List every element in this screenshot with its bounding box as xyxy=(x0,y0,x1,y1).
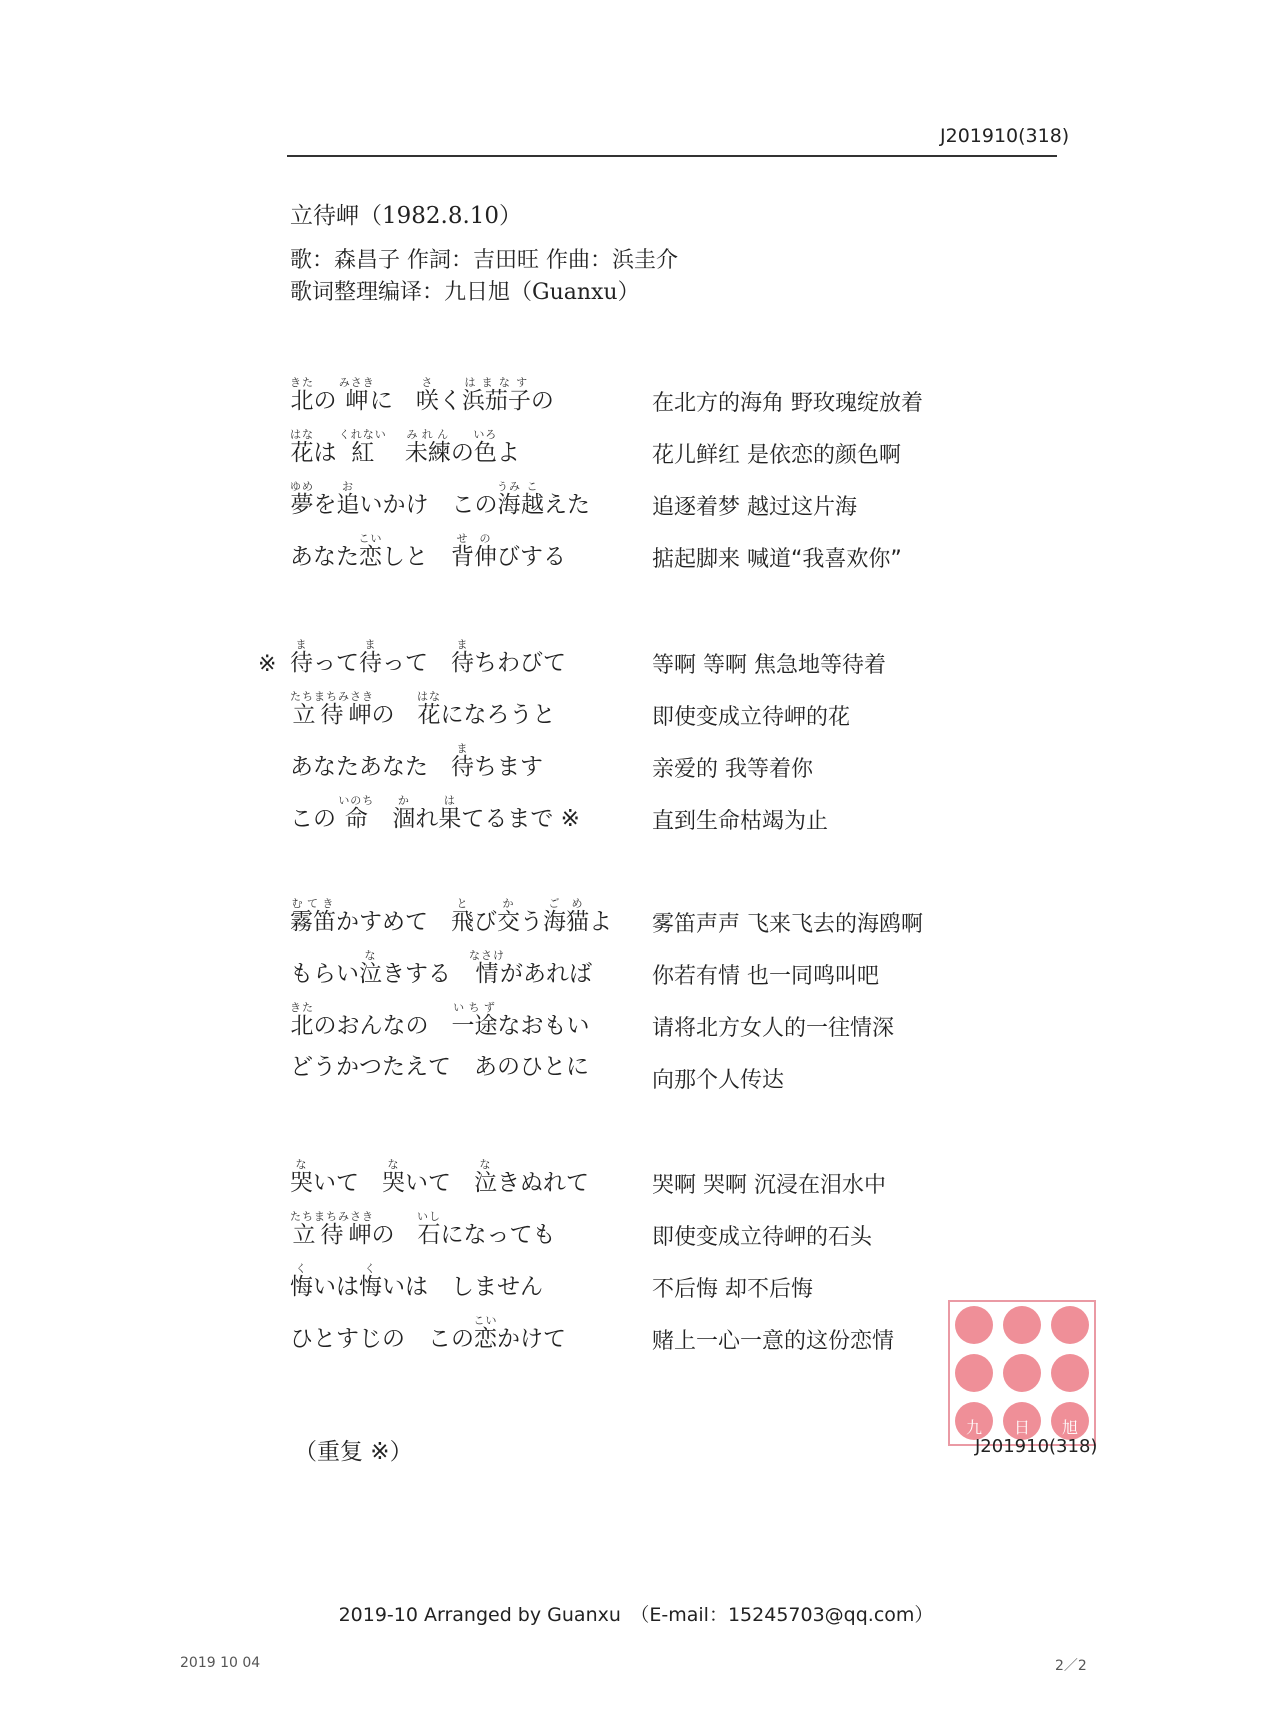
ruby-word xyxy=(469,949,505,987)
kanji-base: 未練 xyxy=(404,440,451,466)
furigana: ごめ xyxy=(543,897,589,910)
kanji-base: 背 xyxy=(451,544,474,570)
ruby-word xyxy=(359,1262,382,1300)
kanji-base: 悔 xyxy=(290,1274,313,1300)
ruby-word xyxy=(336,480,360,518)
credits-line-performers: 歌：森昌子 作詞：吉田旺 作曲：浜圭介 xyxy=(290,248,678,273)
ruby-word xyxy=(473,428,498,466)
seal-code: J201910(318) xyxy=(975,1436,1098,1457)
kana-text: なおもい xyxy=(497,1013,590,1039)
kanji-base: 浜茄子 xyxy=(461,388,531,414)
kana-text: えた xyxy=(544,492,590,518)
seal-dot xyxy=(1003,1354,1041,1392)
japanese-lyric xyxy=(290,638,566,677)
furigana: お xyxy=(336,480,360,493)
kanji-base: 待 xyxy=(290,650,313,676)
kana-text: の xyxy=(530,388,554,414)
kana-text: びする xyxy=(497,544,566,570)
kanji-base: 咲 xyxy=(415,388,439,414)
ruby-word xyxy=(404,428,451,466)
furigana: いろ xyxy=(473,428,498,441)
kanji-base: 立待岬 xyxy=(290,1222,374,1248)
ruby-word xyxy=(382,1158,405,1196)
ruby-word xyxy=(451,897,474,935)
kana-text: いかけ この xyxy=(359,492,498,518)
furigana: むてき xyxy=(290,897,336,910)
furigana: ゆめ xyxy=(290,480,314,493)
chinese-translation: 即使变成立待岬的石头 xyxy=(652,1225,873,1250)
kana-text: の xyxy=(371,1222,418,1248)
kana-text: いて xyxy=(313,1170,382,1196)
ruby-word xyxy=(392,794,416,832)
kana-text: う xyxy=(520,909,543,935)
chinese-translation: 追逐着梦 越过这片海 xyxy=(652,495,857,520)
kana-text: きする xyxy=(382,961,474,987)
kanji-base: 情 xyxy=(469,961,505,987)
chinese-translation: 花儿鲜红 是依恋的颜色啊 xyxy=(652,443,901,468)
ruby-word xyxy=(290,1158,313,1196)
kana-text: いは しません xyxy=(382,1274,543,1300)
ruby-word xyxy=(290,638,313,676)
ruby-word xyxy=(417,1210,441,1248)
kana-text: かけて xyxy=(497,1326,566,1352)
furigana: いのち xyxy=(338,794,375,807)
ruby-word xyxy=(290,1001,314,1039)
kanji-base: 待 xyxy=(451,754,474,780)
kanji-base: 北 xyxy=(290,1013,314,1039)
kana-text: になっても xyxy=(440,1222,556,1248)
kana-text: あなたあなた xyxy=(290,754,451,780)
chinese-translation: 即使变成立待岬的花 xyxy=(652,705,851,730)
kanji-base: 追 xyxy=(336,492,360,518)
chinese-translation: 在北方的海角 野玫瑰绽放着 xyxy=(652,391,923,416)
footer-arranged: 2019-10 Arranged by Guanxu （E-mail：15245703@qq.com） xyxy=(338,1604,934,1626)
japanese-lyric xyxy=(290,428,520,467)
furigana: きた xyxy=(290,1001,314,1014)
kanji-base: 待 xyxy=(451,650,474,676)
kana-text: いは xyxy=(313,1274,359,1300)
furigana: たちまちみさき xyxy=(290,1210,374,1223)
ruby-word xyxy=(438,794,462,832)
furigana: ま xyxy=(451,638,474,651)
kanji-base: 立待岬 xyxy=(290,702,374,728)
chinese-translation: 等啊 等啊 焦急地等待着 xyxy=(652,653,886,678)
japanese-lyric xyxy=(290,1314,566,1353)
footer-date: 2019 10 04 xyxy=(180,1655,261,1671)
furigana: はな xyxy=(290,428,314,441)
kanji-base: 恋 xyxy=(358,544,383,570)
ruby-word xyxy=(451,532,474,570)
kana-text: の xyxy=(313,388,344,414)
ruby-word xyxy=(497,897,520,935)
kana-text: って xyxy=(313,650,359,676)
furigana: こい xyxy=(358,532,383,545)
kanji-base: 悔 xyxy=(359,1274,382,1300)
kana-text: この xyxy=(290,806,344,832)
chinese-translation: 直到生命枯竭为止 xyxy=(652,809,829,834)
kana-text: てるまで ※ xyxy=(461,806,580,832)
kanji-base: 石 xyxy=(417,1222,441,1248)
kanji-base: 恋 xyxy=(473,1326,498,1352)
japanese-lyric xyxy=(290,794,580,833)
furigana: は xyxy=(438,794,462,807)
kanji-base: 涸 xyxy=(392,806,416,832)
ruby-word xyxy=(497,480,522,518)
kanji-base: 一途 xyxy=(451,1013,498,1039)
kana-text: に xyxy=(369,388,416,414)
ruby-word xyxy=(451,742,474,780)
chinese-translation: 掂起脚来 喊道“我喜欢你” xyxy=(652,547,902,572)
chinese-translation: 不后悔 却不后悔 xyxy=(652,1277,813,1302)
kanji-base: 泣 xyxy=(359,961,382,987)
furigana: はまなす xyxy=(461,376,531,389)
japanese-lyric xyxy=(290,897,612,936)
kana-text: は xyxy=(313,440,344,466)
kana-text: ひとすじの この xyxy=(290,1326,474,1352)
kanji-base: 果 xyxy=(438,806,462,832)
kanji-base: 越 xyxy=(521,492,544,518)
furigana: ま xyxy=(359,638,382,651)
kana-text: になろうと xyxy=(440,702,556,728)
kanji-base: 飛 xyxy=(451,909,474,935)
seal-dot xyxy=(955,1306,993,1344)
kanji-base: 哭 xyxy=(382,1170,405,1196)
ruby-word xyxy=(338,794,375,832)
ruby-word xyxy=(358,532,383,570)
furigana: いし xyxy=(417,1210,441,1223)
ruby-word xyxy=(521,480,544,518)
kana-text: を xyxy=(313,492,337,518)
kanji-base: 花 xyxy=(417,702,441,728)
furigana: くれない xyxy=(338,428,387,441)
chinese-translation: 雾笛声声 飞来飞去的海鸥啊 xyxy=(652,912,923,937)
kana-text: もらい xyxy=(290,961,359,987)
page-number: 2／2 xyxy=(1055,1658,1087,1674)
repeat-instruction: （重复 ※） xyxy=(294,1439,413,1465)
kana-text: の xyxy=(371,702,418,728)
kana-text: きぬれて xyxy=(497,1170,589,1196)
furigana: の xyxy=(474,532,497,545)
kanji-base: 海 xyxy=(497,492,521,518)
kana-text: どうかつたえて あのひとに xyxy=(290,1054,589,1080)
chinese-translation: 向那个人传达 xyxy=(652,1068,785,1093)
chinese-translation: 哭啊 哭啊 沉浸在泪水中 xyxy=(652,1173,886,1198)
kanji-base: 泣 xyxy=(474,1170,497,1196)
furigana: こい xyxy=(473,1314,498,1327)
kana-text: の xyxy=(450,440,474,466)
kana-text: よ xyxy=(496,440,520,466)
kanji-base: 霧笛 xyxy=(290,909,336,935)
ruby-word xyxy=(290,1210,374,1248)
kana-text: かすめて xyxy=(336,909,451,935)
furigana: ま xyxy=(451,742,474,755)
song-title: 立待岬（1982.8.10） xyxy=(290,203,523,229)
kana-text: ちます xyxy=(474,754,543,780)
ruby-word xyxy=(338,376,375,414)
japanese-lyric xyxy=(290,690,556,729)
furigana: な xyxy=(474,1158,497,1171)
kana-text: しと xyxy=(382,544,451,570)
furigana: うみ xyxy=(497,480,521,493)
seal-char: 日 xyxy=(1013,1418,1030,1437)
chinese-translation: 赌上一心一意的这份恋情 xyxy=(652,1329,895,1354)
furigana: さ xyxy=(415,376,439,389)
japanese-lyric xyxy=(290,1262,543,1301)
kana-text: があれば xyxy=(500,961,592,987)
furigana: なさけ xyxy=(469,949,505,962)
japanese-lyric xyxy=(290,376,554,415)
kanji-base: 夢 xyxy=(290,492,314,518)
furigana: きた xyxy=(290,376,314,389)
kana-text: って xyxy=(382,650,451,676)
kana-text xyxy=(382,440,405,466)
ruby-word xyxy=(290,376,314,414)
seal-stamp xyxy=(948,1300,1096,1446)
kana-text: れ xyxy=(415,806,439,832)
japanese-lyric xyxy=(290,1001,590,1040)
kana-text: あなた xyxy=(290,544,359,570)
kanji-base: 色 xyxy=(473,440,498,466)
ruby-word xyxy=(290,897,336,935)
kanji-base: 岬 xyxy=(338,388,375,414)
kana-text: く xyxy=(438,388,462,414)
japanese-lyric xyxy=(290,1053,589,1081)
kana-text: び xyxy=(474,909,497,935)
ruby-word xyxy=(415,376,439,414)
kanji-base: 待 xyxy=(359,650,382,676)
kanji-base: 命 xyxy=(338,806,375,832)
seal-dot xyxy=(1003,1306,1041,1344)
repeat-mark: ※ xyxy=(258,652,277,677)
kana-text xyxy=(369,806,392,832)
ruby-word xyxy=(359,638,382,676)
japanese-lyric xyxy=(290,480,590,519)
ruby-word xyxy=(461,376,531,414)
kana-text: のおんなの xyxy=(313,1013,452,1039)
ruby-word xyxy=(359,949,382,987)
furigana: な xyxy=(382,1158,405,1171)
ruby-word xyxy=(543,897,589,935)
kanji-base: 交 xyxy=(497,909,520,935)
kanji-base: 北 xyxy=(290,388,314,414)
ruby-word xyxy=(290,480,314,518)
kana-text: よ xyxy=(589,909,612,935)
furigana: く xyxy=(290,1262,313,1275)
ruby-word xyxy=(290,1262,313,1300)
ruby-word xyxy=(417,690,441,728)
furigana: せ xyxy=(451,532,474,545)
seal-dot xyxy=(1051,1354,1089,1392)
kanji-base: 哭 xyxy=(290,1170,313,1196)
furigana: か xyxy=(497,897,520,910)
furigana: ま xyxy=(290,638,313,651)
seal-char: 旭 xyxy=(1061,1418,1078,1437)
furigana: こ xyxy=(521,480,544,493)
furigana: たちまちみさき xyxy=(290,690,374,703)
ruby-word xyxy=(290,690,374,728)
ruby-word xyxy=(290,428,314,466)
document-code: J201910(318) xyxy=(940,125,1070,147)
kanji-base: 花 xyxy=(290,440,314,466)
japanese-lyric xyxy=(290,532,566,571)
credits-line-arranger: 歌词整理编译：九日旭（Guanxu） xyxy=(290,280,640,305)
kanji-base: 紅 xyxy=(338,440,387,466)
seal-dot xyxy=(1051,1306,1089,1344)
furigana: みれん xyxy=(404,428,451,441)
furigana: はな xyxy=(417,690,441,703)
kana-text: いて xyxy=(405,1170,474,1196)
header-rule xyxy=(287,155,1057,157)
furigana: く xyxy=(359,1262,382,1275)
seal-dot xyxy=(955,1354,993,1392)
ruby-word xyxy=(473,1314,498,1352)
furigana: か xyxy=(392,794,416,807)
ruby-word xyxy=(451,1001,498,1039)
kanji-base: 伸 xyxy=(474,544,497,570)
furigana: いちず xyxy=(451,1001,498,1014)
furigana: と xyxy=(451,897,474,910)
furigana: な xyxy=(290,1158,313,1171)
kana-text: ちわびて xyxy=(474,650,566,676)
kanji-base: 海猫 xyxy=(543,909,589,935)
chinese-translation: 亲爱的 我等着你 xyxy=(652,757,813,782)
ruby-word xyxy=(338,428,387,466)
japanese-lyric xyxy=(290,949,592,988)
japanese-lyric xyxy=(290,1158,589,1197)
furigana: みさき xyxy=(338,376,375,389)
japanese-lyric xyxy=(290,1210,556,1249)
song-credits xyxy=(290,245,678,309)
ruby-word xyxy=(474,1158,497,1196)
ruby-word xyxy=(474,532,497,570)
furigana: な xyxy=(359,949,382,962)
ruby-word xyxy=(451,638,474,676)
seal-char: 九 xyxy=(965,1418,982,1437)
japanese-lyric xyxy=(290,742,543,781)
chinese-translation: 你若有情 也一同鸣叫吧 xyxy=(652,964,879,989)
chinese-translation: 请将北方女人的一往情深 xyxy=(652,1016,895,1041)
